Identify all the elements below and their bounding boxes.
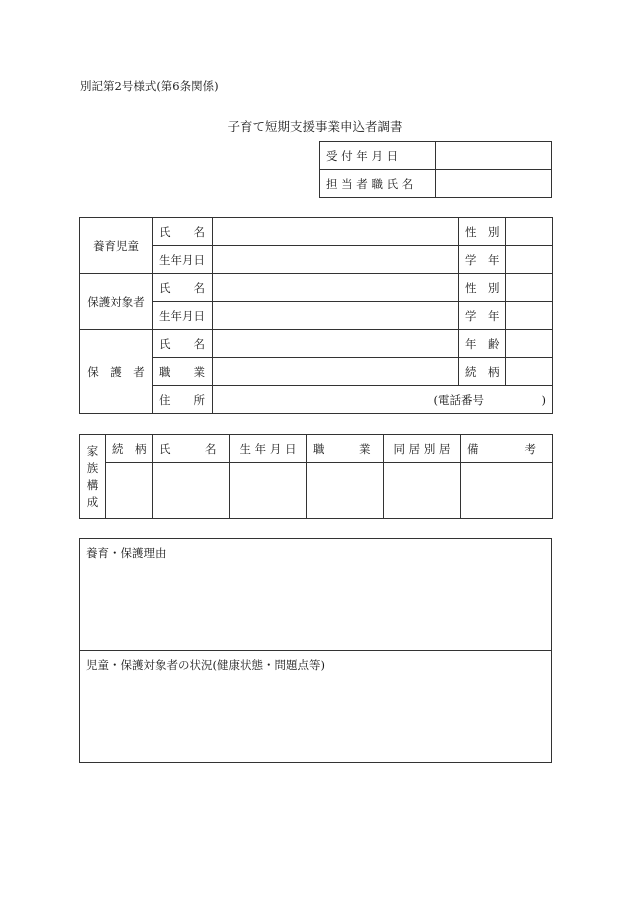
guardian-address-label: 住 所 xyxy=(153,386,213,414)
family-group-char: 構 xyxy=(86,477,99,492)
family-col-relation: 続 柄 xyxy=(106,435,153,463)
family-col-notes: 備 考 xyxy=(461,435,553,463)
protected-name-label: 氏 名 xyxy=(153,274,213,302)
protected-sex-label: 性 別 xyxy=(459,274,506,302)
reception-table xyxy=(319,141,552,198)
protected-sex-field[interactable] xyxy=(506,274,553,302)
form-caption: 別記第2号様式(第6条関係) xyxy=(80,79,219,93)
status-field[interactable] xyxy=(80,651,552,763)
reception-officer-field[interactable] xyxy=(436,170,552,198)
family-col-job: 職 業 xyxy=(307,435,384,463)
child-birth-label: 生年月日 xyxy=(153,246,213,274)
protected-birth-field[interactable] xyxy=(213,302,459,330)
family-group-char: 族 xyxy=(86,460,99,475)
reception-date-row xyxy=(320,142,552,170)
family-table xyxy=(79,434,553,519)
status-label: 児童・保護対象者の状況(健康状態・問題点等) xyxy=(86,658,325,672)
guardian-relation-field[interactable] xyxy=(506,358,553,386)
status-row xyxy=(80,651,552,763)
family-job-field[interactable] xyxy=(307,463,384,519)
guardian-age-label: 年 齢 xyxy=(459,330,506,358)
guardian-age-field[interactable] xyxy=(506,330,553,358)
family-data-row xyxy=(80,463,553,519)
care-reason-label: 養育・保護理由 xyxy=(86,546,167,560)
care-reason-field[interactable] xyxy=(80,539,552,651)
family-birth-field[interactable] xyxy=(230,463,307,519)
protected-birth-label: 生年月日 xyxy=(153,302,213,330)
child-grade-field[interactable] xyxy=(506,246,553,274)
reasons-table xyxy=(79,538,552,763)
family-col-living: 同 居 別 居 xyxy=(384,435,461,463)
guardian-name-row xyxy=(80,330,553,358)
protected-name-field[interactable] xyxy=(213,274,459,302)
protected-group-label: 保護対象者 xyxy=(80,274,153,330)
guardian-group-label: 保 護 者 xyxy=(80,330,153,414)
child-birth-field[interactable] xyxy=(213,246,459,274)
family-notes-field[interactable] xyxy=(461,463,553,519)
family-living-field[interactable] xyxy=(384,463,461,519)
reception-officer-row xyxy=(320,170,552,198)
child-name-label: 氏 名 xyxy=(153,218,213,246)
family-group-char: 成 xyxy=(86,494,99,509)
family-header-row xyxy=(80,435,553,463)
protected-grade-label: 学 年 xyxy=(459,302,506,330)
child-name-row xyxy=(80,218,553,246)
family-group-char: 家 xyxy=(86,443,99,458)
family-name-field[interactable] xyxy=(153,463,230,519)
child-group-label: 養育児童 xyxy=(80,218,153,274)
care-reason-row xyxy=(80,539,552,651)
child-name-field[interactable] xyxy=(213,218,459,246)
guardian-name-field[interactable] xyxy=(213,330,459,358)
guardian-phone-label: (電話番号 ) xyxy=(433,392,546,407)
reception-date-label: 受 付 年 月 日 xyxy=(320,142,436,170)
child-sex-field[interactable] xyxy=(506,218,553,246)
form-title: 子育て短期支援事業申込者調書 xyxy=(227,119,403,134)
family-group-label xyxy=(80,435,106,519)
guardian-job-label: 職 業 xyxy=(153,358,213,386)
child-sex-label: 性 別 xyxy=(459,218,506,246)
reception-officer-label: 担 当 者 職 氏 名 xyxy=(320,170,436,198)
family-col-birth: 生 年 月 日 xyxy=(230,435,307,463)
family-relation-field[interactable] xyxy=(106,463,153,519)
applicant-table xyxy=(79,217,553,414)
guardian-address-field[interactable] xyxy=(213,386,553,414)
child-grade-label: 学 年 xyxy=(459,246,506,274)
family-col-name: 氏 名 xyxy=(153,435,230,463)
guardian-relation-label: 続 柄 xyxy=(459,358,506,386)
guardian-name-label: 氏 名 xyxy=(153,330,213,358)
protected-grade-field[interactable] xyxy=(506,302,553,330)
guardian-job-field[interactable] xyxy=(213,358,459,386)
reception-date-field[interactable] xyxy=(436,142,552,170)
protected-name-row xyxy=(80,274,553,302)
